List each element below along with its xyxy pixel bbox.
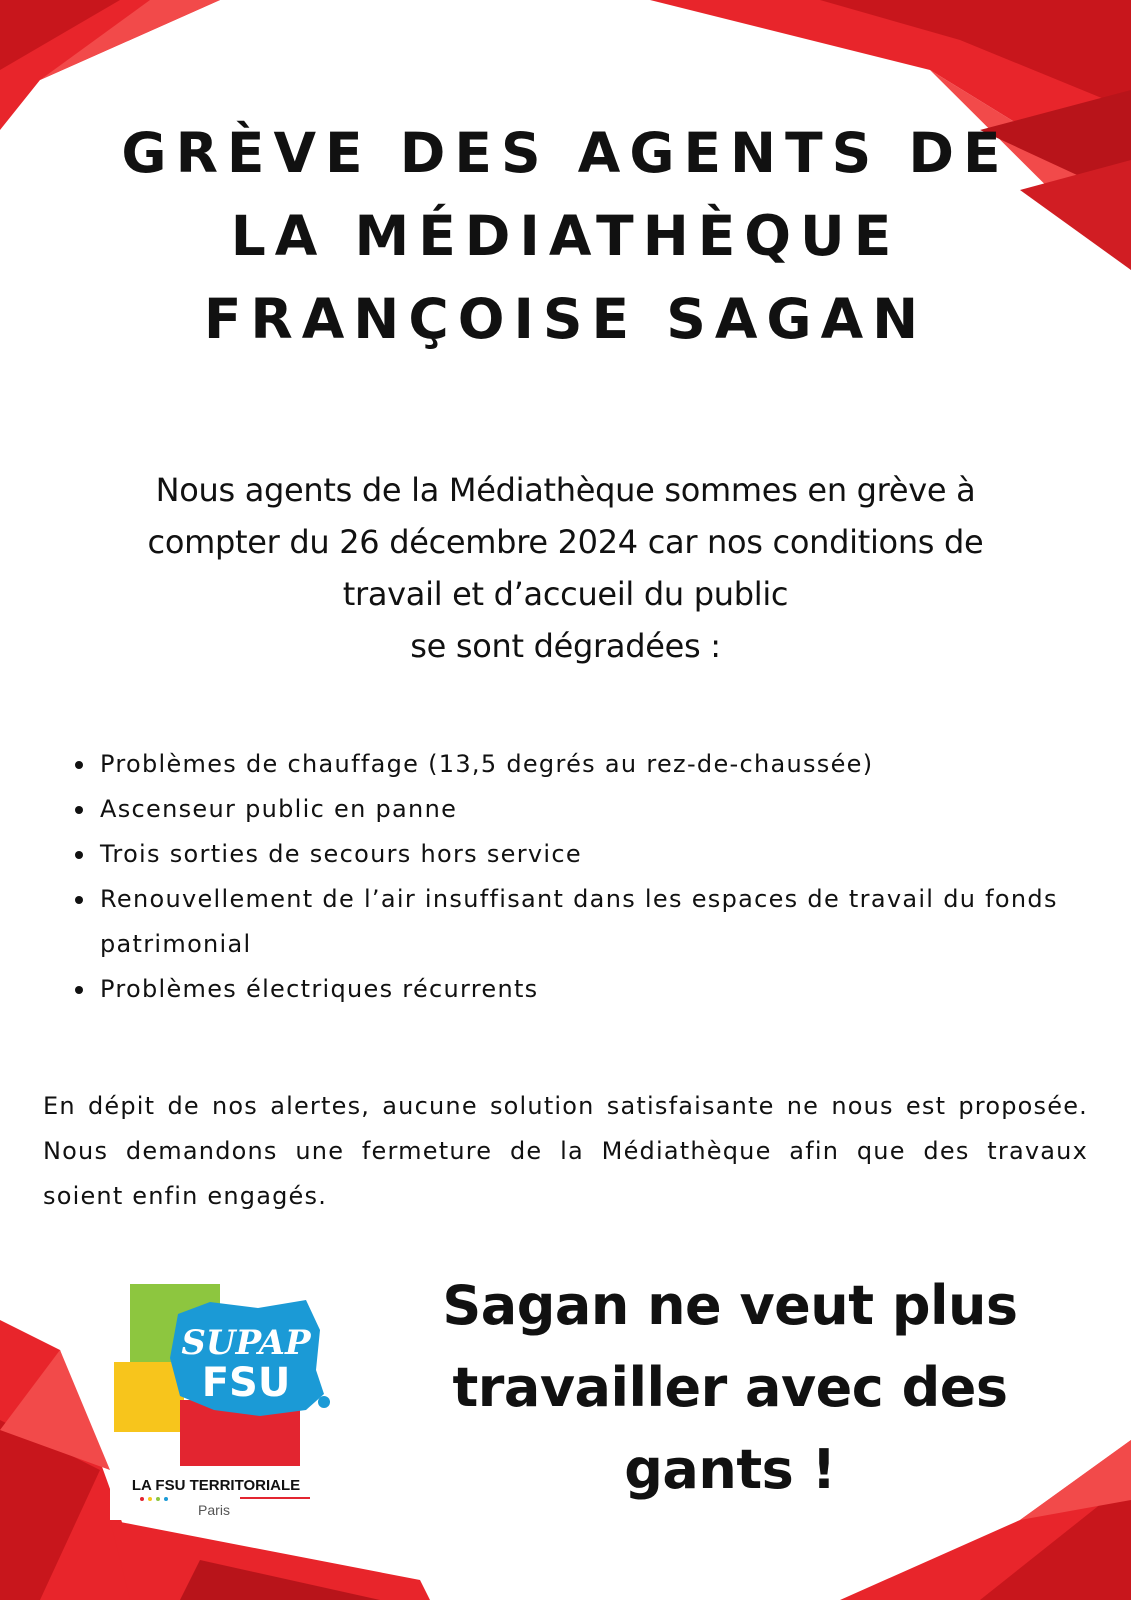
bullet-icon	[75, 896, 83, 904]
bullet-icon	[75, 806, 83, 814]
issue-text: Ascenseur public en panne	[100, 795, 458, 823]
issue-text: Trois sorties de secours hors service	[100, 840, 582, 868]
bullet-icon	[75, 851, 83, 859]
intro-line: se sont dégradées :	[410, 627, 721, 665]
slogan-line: travailler avec des	[452, 1356, 1008, 1419]
title-line: FRANÇOISE SAGAN	[203, 287, 928, 351]
title-line: LA MÉDIATHÈQUE	[230, 204, 901, 268]
supap-fsu-logo	[110, 1270, 350, 1520]
flyer-title	[60, 112, 1071, 361]
logo-city: Paris	[198, 1502, 230, 1518]
logo-graphic	[110, 1270, 350, 1520]
title-line: GRÈVE DES AGENTS DE	[121, 121, 1010, 185]
slogan	[400, 1265, 1060, 1511]
issue-text: Renouvellement de l’air insuffisant dans les espaces de travail du fonds patrimonial	[100, 885, 1058, 958]
logo-text-fsu: FSU	[201, 1360, 291, 1406]
closing-paragraph: En dépit de nos alertes, aucune solution satisfaisante ne nous est proposée. Nous demandons une fermeture de la Médiathèque afin que des travaux soient enfin engagés.	[43, 1092, 1088, 1210]
issue-text: Problèmes électriques récurrents	[100, 975, 539, 1003]
logo-caption: LA FSU TERRITORIALE	[131, 1477, 301, 1494]
logo-text-supap: SUPAP	[181, 1323, 311, 1363]
bullet-icon	[75, 761, 83, 769]
intro-line: Nous agents de la Médiathèque sommes en grève à	[155, 471, 976, 509]
issues-list	[100, 742, 1110, 1012]
intro-line: travail et d’accueil du public	[342, 575, 789, 613]
intro-line: compter du 26 décembre 2024 car nos conditions de	[147, 523, 984, 561]
list-item	[100, 967, 1110, 1012]
slogan-line: Sagan ne veut plus	[442, 1274, 1018, 1337]
intro-paragraph	[40, 464, 1091, 672]
bullet-icon	[75, 986, 83, 994]
list-item	[100, 877, 1110, 967]
list-item	[100, 832, 1110, 877]
issue-text: Problèmes de chauffage (13,5 degrés au rez-de-chaussée)	[100, 750, 874, 778]
list-item	[100, 787, 1110, 832]
list-item	[100, 742, 1110, 787]
slogan-line: gants !	[624, 1438, 836, 1501]
